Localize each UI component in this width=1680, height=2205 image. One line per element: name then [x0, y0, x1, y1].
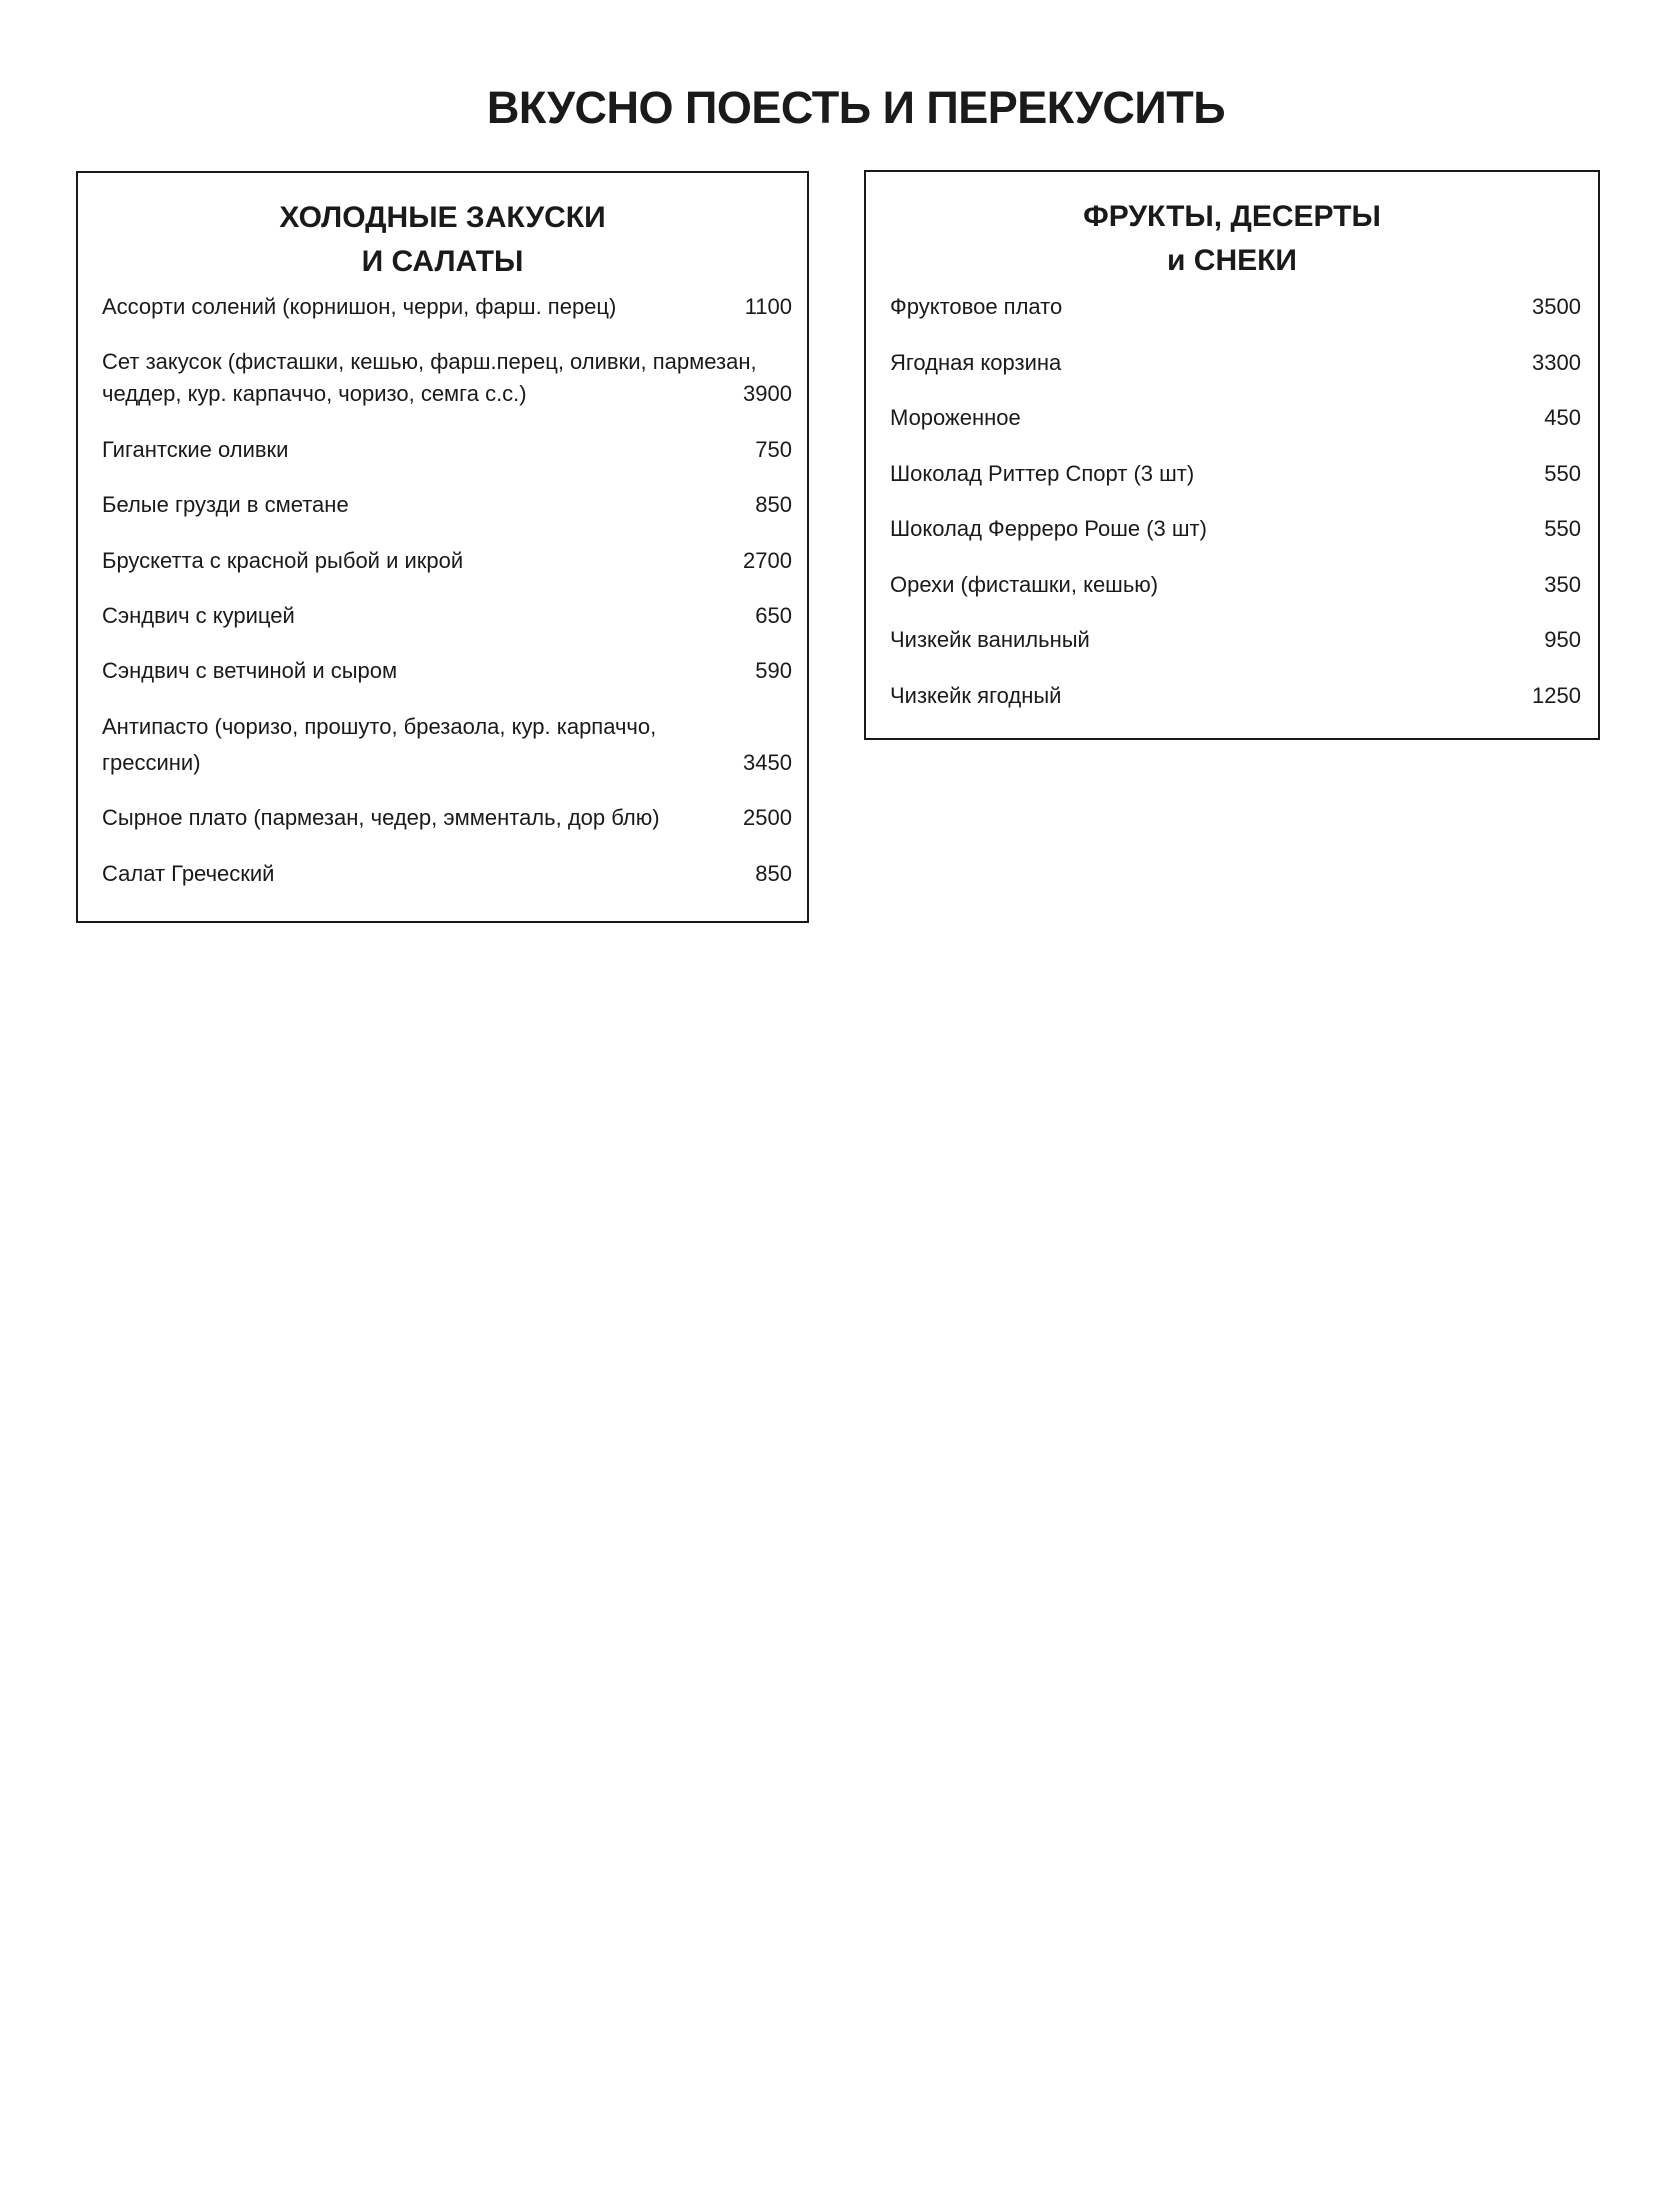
menu-item-name: Шоколад Риттер Спорт (3 шт) [890, 461, 1195, 486]
menu-item-name: Фруктовое плато [890, 294, 1063, 319]
menu-item-name: Антипасто (чоризо, прошуто, брезаола, кур. карпаччо, [102, 714, 657, 739]
menu-item-name: Чизкейк ванильный [890, 627, 1090, 652]
section-heading-line1: ХОЛОДНЫЕ ЗАКУСКИ [279, 201, 606, 234]
page-title: ВКУСНО ПОЕСТЬ И ПЕРЕКУСИТЬ [486, 82, 1226, 133]
section-heading [866, 195, 1598, 283]
menu-item-name: Ассорти солений (корнишон, черри, фарш. перец) [102, 294, 617, 319]
section-heading [78, 196, 807, 284]
menu-item-price: 3300 [1532, 350, 1581, 375]
menu-item-price: 350 [1544, 572, 1581, 597]
menu-item-price: 2500 [743, 805, 792, 830]
menu-item-name: Мороженное [890, 405, 1021, 430]
menu-section-cold-appetizers [76, 171, 809, 923]
menu-item-name: Орехи (фисташки, кешью) [890, 572, 1159, 597]
menu-item-price: 850 [755, 861, 792, 886]
menu-item-price: 650 [755, 603, 792, 628]
menu-item-price: 590 [755, 658, 792, 683]
menu-item-name: Сет закусок (фисташки, кешью, фарш.перец, оливки, пармезан, [102, 349, 757, 374]
menu-item-name: Гигантские оливки [102, 437, 289, 462]
menu-item-name: Чизкейк ягодный [890, 683, 1062, 708]
menu-item-name: Шоколад Ферреро Роше (3 шт) [890, 516, 1207, 541]
menu-item-price: 750 [755, 437, 792, 462]
section-heading-line2: и СНЕКИ [1167, 244, 1297, 277]
menu-item-name: Салат Греческий [102, 861, 275, 886]
menu-item-price: 3500 [1532, 294, 1581, 319]
menu-item-price: 3900 [743, 381, 792, 406]
menu-item-name-cont: грессини) [102, 750, 201, 775]
menu-item-price: 1100 [744, 294, 792, 319]
menu-item-name: Ягодная корзина [890, 350, 1062, 375]
section-heading-line1: ФРУКТЫ, ДЕСЕРТЫ [1083, 200, 1381, 233]
menu-item-price: 550 [1544, 461, 1581, 486]
menu-item-price: 850 [755, 492, 792, 517]
section-heading-line2: И САЛАТЫ [361, 245, 524, 278]
menu-item-name: Сырное плато (пармезан, чедер, эмменталь, дор блю) [102, 805, 660, 830]
menu-item-name: Сэндвич с курицей [102, 603, 295, 628]
menu-item-name: Сэндвич с ветчиной и сыром [102, 658, 398, 683]
menu-item-price: 950 [1544, 627, 1581, 652]
menu-item-name: Брускетта с красной рыбой и икрой [102, 548, 464, 573]
menu-item-price: 550 [1544, 516, 1581, 541]
menu-item-price: 2700 [743, 548, 792, 573]
menu-section-fruits-desserts [864, 170, 1600, 740]
menu-item-name-cont: чеддер, кур. карпаччо, чоризо, семга с.с.) [102, 381, 527, 406]
menu-item-price: 3450 [743, 750, 792, 775]
menu-item-name: Белые грузди в сметане [102, 492, 349, 517]
menu-item-price: 450 [1544, 405, 1581, 430]
menu-item-price: 1250 [1532, 683, 1581, 708]
